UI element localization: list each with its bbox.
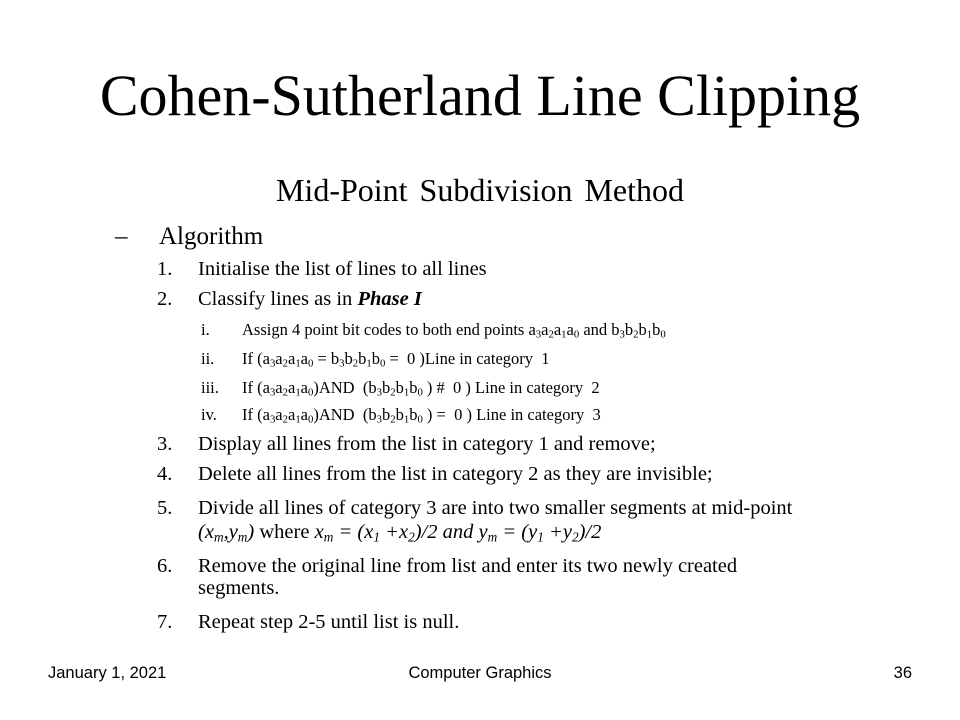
- substep-number: iv.: [201, 405, 217, 424]
- step-number: 5.: [157, 497, 173, 519]
- substep-number: ii.: [201, 349, 215, 368]
- step-6-continued: [198, 577, 279, 599]
- step-number: 4.: [157, 463, 173, 485]
- substep-number: i.: [201, 320, 210, 339]
- step-text: Initialise the list of lines to all lines: [198, 258, 487, 280]
- step-text: Divide all lines of category 3 are into two smaller segments at mid-point: [198, 497, 793, 519]
- algorithm-dash: –: [115, 223, 128, 250]
- step-text: Delete all lines from the list in category 2 as they are invisible;: [198, 463, 713, 485]
- step-number: 1.: [157, 258, 173, 280]
- algorithm-heading: [115, 221, 263, 253]
- footer-course: Computer Graphics: [408, 664, 552, 682]
- step-number: 2.: [157, 288, 173, 310]
- step-number: 3.: [157, 433, 173, 455]
- step-5-formula: [198, 521, 601, 543]
- step-text: Remove the original line from list and enter its two newly created: [198, 555, 738, 577]
- step-number: 6.: [157, 555, 173, 577]
- slide-subtitle: Mid-Point Subdivision Method: [275, 172, 685, 208]
- substep-text: If ($a_3a_2a_1a_0 = b_3b_2b_1b_0 = 0$ )Line in category 1: [242, 349, 550, 370]
- substep-text: Assign 4 point bit codes to both end points $a_3a_2a_1a_0$ and $b_3b_2b_1b_0$: [242, 320, 666, 341]
- step-text-continued: segments.: [198, 577, 280, 599]
- step-text: [198, 288, 422, 310]
- step-number: 7.: [157, 611, 173, 633]
- footer-date: January 1, 2021: [48, 664, 167, 682]
- step-text: Display all lines from the list in category 1 and remove;: [198, 433, 656, 455]
- substep-text: If $(a_3a_2a_1a_0)AND$ ($b_3b_2b_1b_0$ ) = 0 ) Line in category 3: [242, 405, 601, 426]
- slide-title: Cohen-Sutherland Line Clipping: [99, 63, 861, 128]
- phase-emphasis: Phase I: [357, 288, 422, 310]
- step-text: Repeat step 2-5 until list is null.: [198, 611, 460, 633]
- step-text-prefix: Classify lines as in: [198, 288, 358, 310]
- midpoint-formula: $(x_m,y_m)$ where $x_m = (x_1 +x_2)/2$ and $y_m = (y_1 +y_2)/2$: [198, 521, 602, 545]
- footer-page-number: 36: [893, 664, 912, 682]
- substep-text: If $(a_3a_2a_1a_0)AND$ ($b_3b_2b_1b_0$ ) # 0 ) Line in category 2: [242, 378, 600, 399]
- substep-number: iii.: [201, 378, 219, 397]
- algorithm-label: Algorithm: [159, 223, 264, 250]
